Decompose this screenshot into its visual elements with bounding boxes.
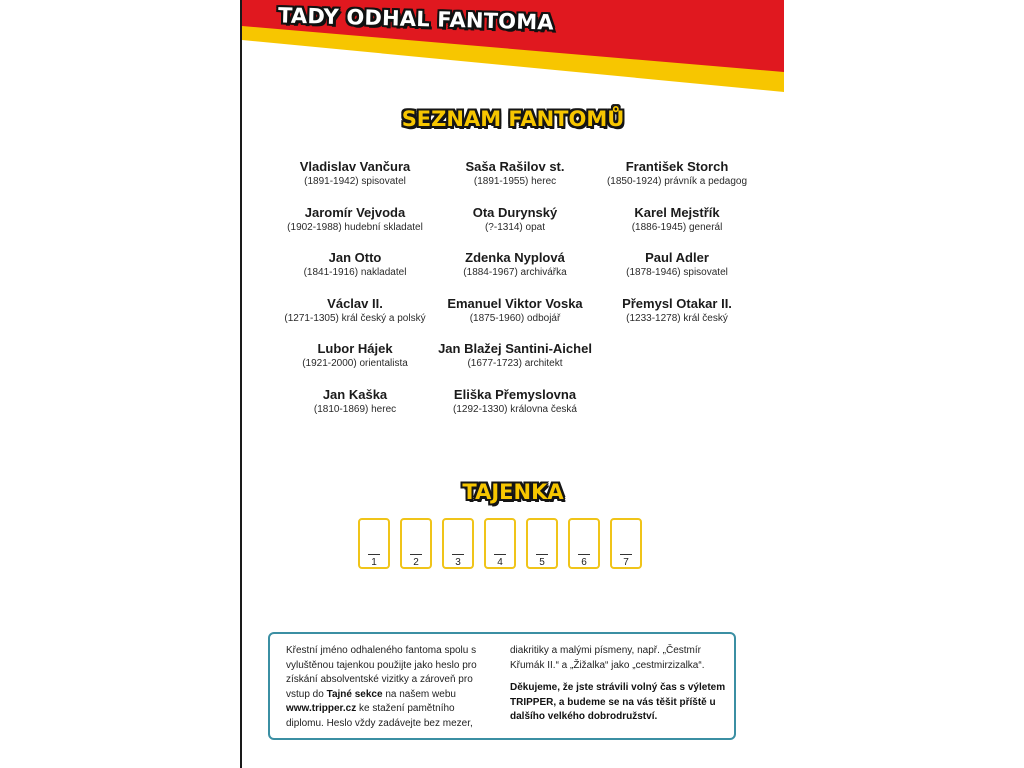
tajenka-box[interactable] <box>568 518 600 569</box>
tajenka-heading: TAJENKA <box>462 480 564 504</box>
phantom-name: Lubor Hájek <box>317 341 393 356</box>
phantom-name: Eliška Přemyslovna <box>453 386 577 402</box>
phantom-name: Karel Mejstřík <box>634 204 720 220</box>
tajenka-box[interactable] <box>526 518 558 569</box>
phantom-description: (1884-1967) archivářka <box>463 267 567 278</box>
phantom-column <box>592 158 762 340</box>
info-text-left <box>286 644 491 731</box>
box-number: 5 <box>539 557 545 568</box>
phantom-description: (1292-1330) královna česká <box>453 403 577 415</box>
phantom-column <box>270 158 440 431</box>
answer-line <box>536 554 548 555</box>
box-number: 7 <box>623 557 629 568</box>
phantom-description: (1841-1916) nakladatel <box>303 267 407 278</box>
answer-line <box>578 554 590 555</box>
phantom-description: (1878-1946) spisovatel <box>626 267 728 278</box>
phantom-entry <box>270 204 440 250</box>
info-text-4: diakritiky a malými písmeny, např. „Čestmír Křumák II.“ a „Žižalka“ jako „cestmirzizalka“. <box>510 645 705 671</box>
phantom-entry <box>430 295 600 341</box>
phantom-name: Přemysl Otakar II. <box>622 295 732 311</box>
phantom-name: Zdenka Nyplová <box>465 250 565 265</box>
header-banner <box>242 0 784 95</box>
phantom-entry <box>430 158 600 204</box>
info-text-2: na našem webu <box>382 688 456 700</box>
secret-section-label: Tajné sekce <box>326 688 383 700</box>
phantom-name: Jan Otto <box>328 250 382 265</box>
phantom-description: (1233-1278) král český <box>626 312 728 324</box>
phantom-description: (1891-1942) spisovatel <box>304 176 406 187</box>
phantom-description: (1902-1988) hudební skladatel <box>287 221 423 233</box>
phantom-name: Emanuel Viktor Voska <box>447 295 583 311</box>
phantom-entry <box>270 249 440 295</box>
tajenka-box[interactable] <box>610 518 642 569</box>
info-text-3: ke stažení pamětního diplomu. Heslo vždy zadávejte bez mezer, <box>286 703 473 729</box>
tajenka-box[interactable] <box>484 518 516 569</box>
answer-line <box>410 554 422 555</box>
phantom-entry <box>270 340 440 386</box>
tajenka-box[interactable] <box>400 518 432 569</box>
phantom-entry <box>592 158 762 204</box>
answer-line <box>620 554 632 555</box>
tajenka-box[interactable] <box>358 518 390 569</box>
box-number: 6 <box>581 557 587 568</box>
phantom-entry <box>430 249 600 295</box>
box-number: 1 <box>371 557 377 568</box>
info-text-right <box>510 644 730 725</box>
phantom-name: Václav II. <box>327 295 383 311</box>
phantom-description: (1271-1305) král český a polský <box>284 312 426 324</box>
box-number: 3 <box>455 557 461 568</box>
phantom-column <box>430 158 600 431</box>
phantom-name: Saša Rašilov st. <box>465 159 565 174</box>
box-number: 4 <box>497 557 503 568</box>
phantom-description: (1891-1955) herec <box>473 176 557 187</box>
phantom-entry <box>430 340 600 386</box>
phantom-name: Jan Kaška <box>322 386 388 402</box>
answer-line <box>368 554 380 555</box>
list-heading: SEZNAM FANTOMŮ <box>401 107 625 131</box>
phantom-description: (1677-1723) architekt <box>467 358 563 369</box>
phantom-name: František Storch <box>625 159 729 174</box>
phantom-name: Paul Adler <box>645 250 709 265</box>
phantom-entry <box>592 295 762 341</box>
phantom-name: Vladislav Vančura <box>299 159 411 174</box>
answer-line <box>494 554 506 555</box>
phantom-name: Jan Blažej Santini-Aichel <box>438 341 592 356</box>
tajenka-box[interactable] <box>442 518 474 569</box>
info-text-1: Křestní jméno odhaleného fantoma spolu s vyluštěnou tajenkou použijte jako heslo pro získání absolventské vizitky a zároveň pro vstup do <box>286 645 477 700</box>
phantom-entry <box>270 158 440 204</box>
phantom-entry <box>270 386 440 432</box>
thanks-text: Děkujeme, že jste strávili volný čas s výletem TRIPPER, a budeme se na vás těšit příště u dalšího velkého dobrodružství. <box>510 682 726 722</box>
phantom-entry <box>430 204 600 250</box>
answer-line <box>452 554 464 555</box>
phantom-entry <box>592 204 762 250</box>
phantom-name: Jaromír Vejvoda <box>304 204 406 220</box>
info-box <box>268 632 736 740</box>
phantom-description: (1850-1924) právník a pedagog <box>606 176 748 187</box>
website-link: www.tripper.cz <box>286 703 357 714</box>
phantom-entry <box>430 386 600 432</box>
phantom-entry <box>592 249 762 295</box>
phantom-description: (1886-1945) generál <box>631 221 723 233</box>
phantom-description: (1810-1869) herec <box>313 403 397 415</box>
phantom-entry <box>270 295 440 341</box>
worksheet-page <box>242 0 784 768</box>
banner-title: TADY ODHAL FANTOMA <box>277 3 555 35</box>
box-number: 2 <box>413 557 419 568</box>
phantom-description: (1875-1960) odbojář <box>469 312 561 324</box>
phantom-description: (?-1314) opat <box>484 221 546 233</box>
phantom-name: Ota Durynský <box>472 204 558 220</box>
phantom-description: (1921-2000) orientalista <box>302 358 408 369</box>
